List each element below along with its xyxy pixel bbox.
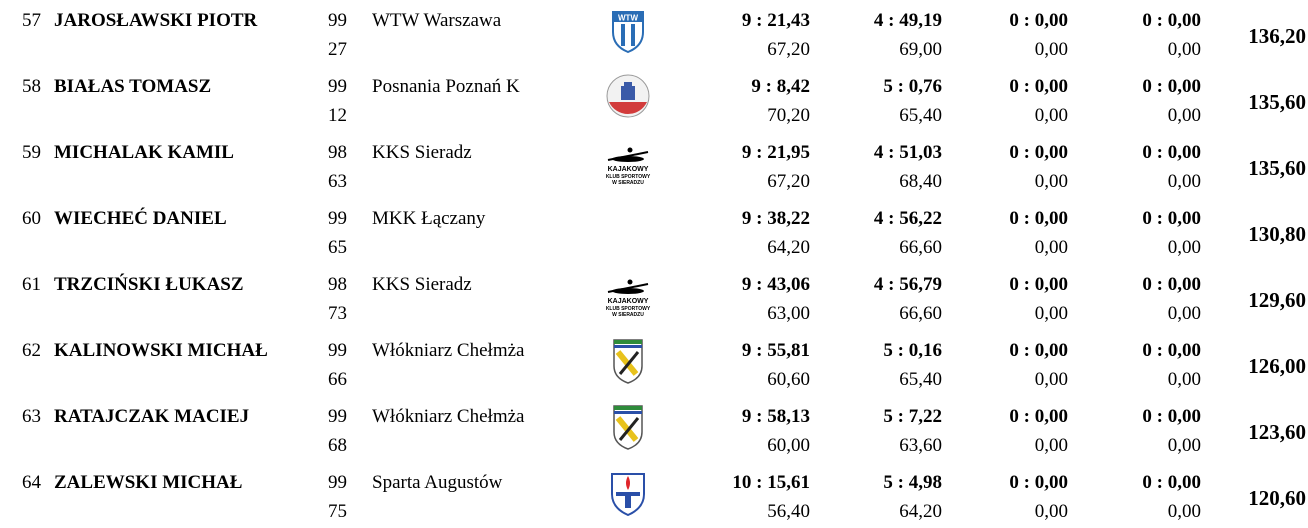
points-1: 70,20 [767,105,810,126]
club-name: Sparta Augustów [372,472,503,493]
time-4: 0 : 0,00 [1142,76,1201,97]
time-3: 0 : 0,00 [1009,472,1068,493]
club-name: WTW Warszawa [372,10,502,31]
time-3: 0 : 0,00 [1009,406,1068,427]
posnania-logo [604,72,652,120]
points-4: 0,00 [1167,105,1201,126]
birth-year-part1: 99 [328,406,347,427]
time-2: 4 : 56,79 [873,274,942,295]
total-points: 123,60 [1248,420,1306,444]
total-points: 129,60 [1248,288,1306,312]
points-3: 0,00 [1034,105,1068,126]
time-1: 10 : 15,61 [732,472,810,493]
table-row [0,198,1308,264]
rank-cell: 57 [22,10,41,31]
table-row [0,132,1308,198]
table-row [0,462,1308,528]
points-1: 60,60 [767,369,810,390]
points-1: 67,20 [767,171,810,192]
total-points: 120,60 [1248,486,1306,510]
svg-text:WTW: WTW [618,13,638,23]
table-row [0,396,1308,462]
athlete-name: JAROSŁAWSKI PIOTR [54,10,258,31]
points-3: 0,00 [1034,369,1068,390]
birth-year-part1: 99 [328,208,347,229]
kks-sieradz-logo [604,138,652,186]
svg-text:KLUB SPORTOWY: KLUB SPORTOWY [605,306,651,312]
athlete-name: TRZCIŃSKI ŁUKASZ [54,274,244,295]
wlokniarz-logo [604,402,652,450]
points-2: 66,60 [899,303,942,324]
points-2: 68,40 [899,171,942,192]
rank-cell: 63 [22,406,41,427]
time-1: 9 : 21,43 [741,10,810,31]
time-1: 9 : 58,13 [741,406,810,427]
svg-text:W SIERADZU: W SIERADZU [612,180,644,186]
time-2: 5 : 7,22 [883,406,942,427]
time-1: 9 : 55,81 [741,340,810,361]
time-1: 9 : 8,42 [751,76,810,97]
sparta-logo [604,468,652,516]
club-name: Włókniarz Chełmża [372,406,525,427]
time-4: 0 : 0,00 [1142,274,1201,295]
total-points: 126,00 [1248,354,1306,378]
time-3: 0 : 0,00 [1009,340,1068,361]
points-2: 63,60 [899,435,942,456]
table-row [0,0,1308,66]
time-1: 9 : 43,06 [741,274,810,295]
wlokniarz-logo [604,336,652,384]
points-4: 0,00 [1167,303,1201,324]
time-2: 4 : 49,19 [873,10,942,31]
points-2: 65,40 [899,105,942,126]
points-4: 0,00 [1167,369,1201,390]
points-1: 60,00 [767,435,810,456]
athlete-name: BIAŁAS TOMASZ [54,76,212,97]
time-1: 9 : 21,95 [741,142,810,163]
athlete-name: MICHALAK KAMIL [54,142,234,163]
time-4: 0 : 0,00 [1142,142,1201,163]
table-row [0,330,1308,396]
total-points: 136,20 [1248,24,1306,48]
points-4: 0,00 [1167,237,1201,258]
total-points: 135,60 [1248,156,1306,180]
club-name: Posnania Poznań K [372,76,520,97]
points-3: 0,00 [1034,435,1068,456]
points-2: 66,60 [899,237,942,258]
time-3: 0 : 0,00 [1009,142,1068,163]
birth-year-part2: 65 [328,237,347,258]
birth-year-part2: 73 [328,303,347,324]
time-2: 5 : 0,16 [883,340,942,361]
points-2: 64,20 [899,501,942,522]
total-points: 130,80 [1248,222,1306,246]
birth-year-part2: 66 [328,369,347,390]
time-3: 0 : 0,00 [1009,76,1068,97]
rank-cell: 64 [22,472,41,493]
birth-year-part2: 63 [328,171,347,192]
time-3: 0 : 0,00 [1009,208,1068,229]
birth-year-part1: 99 [328,340,347,361]
athlete-name: WIECHEĆ DANIEL [54,208,227,229]
points-4: 0,00 [1167,501,1201,522]
time-3: 0 : 0,00 [1009,274,1068,295]
rank-cell: 60 [22,208,41,229]
points-3: 0,00 [1034,39,1068,60]
club-name: MKK Łączany [372,208,486,229]
wtw-logo [604,6,652,54]
club-name: KKS Sieradz [372,274,472,295]
time-4: 0 : 0,00 [1142,340,1201,361]
rank-cell: 59 [22,142,41,163]
rank-cell: 61 [22,274,41,295]
time-2: 5 : 4,98 [883,472,942,493]
birth-year-part2: 27 [328,39,347,60]
points-3: 0,00 [1034,501,1068,522]
points-4: 0,00 [1167,435,1201,456]
points-2: 65,40 [899,369,942,390]
points-2: 69,00 [899,39,942,60]
rank-cell: 58 [22,76,41,97]
points-3: 0,00 [1034,303,1068,324]
points-4: 0,00 [1167,171,1201,192]
birth-year-part2: 68 [328,435,347,456]
time-3: 0 : 0,00 [1009,10,1068,31]
svg-text:KAJAKOWY: KAJAKOWY [607,166,649,173]
club-name: KKS Sieradz [372,142,472,163]
birth-year-part1: 99 [328,76,347,97]
points-4: 0,00 [1167,39,1201,60]
rank-cell: 62 [22,340,41,361]
points-1: 63,00 [767,303,810,324]
total-points: 135,60 [1248,90,1306,114]
club-logo [604,204,652,252]
time-4: 0 : 0,00 [1142,406,1201,427]
svg-text:KAJAKOWY: KAJAKOWY [607,298,649,305]
points-1: 67,20 [767,39,810,60]
time-4: 0 : 0,00 [1142,208,1201,229]
birth-year-part1: 99 [328,472,347,493]
time-4: 0 : 0,00 [1142,10,1201,31]
time-4: 0 : 0,00 [1142,472,1201,493]
kks-sieradz-logo [604,270,652,318]
birth-year-part2: 12 [328,105,347,126]
birth-year-part1: 99 [328,10,347,31]
points-3: 0,00 [1034,171,1068,192]
birth-year-part2: 75 [328,501,347,522]
time-2: 4 : 51,03 [873,142,942,163]
birth-year-part1: 98 [328,274,347,295]
points-3: 0,00 [1034,237,1068,258]
points-1: 64,20 [767,237,810,258]
svg-text:W SIERADZU: W SIERADZU [612,312,644,318]
time-1: 9 : 38,22 [741,208,810,229]
club-name: Włókniarz Chełmża [372,340,525,361]
athlete-name: ZALEWSKI MICHAŁ [54,472,243,493]
points-1: 56,40 [767,501,810,522]
athlete-name: KALINOWSKI MICHAŁ [54,340,268,361]
table-row [0,264,1308,330]
birth-year-part1: 98 [328,142,347,163]
table-row [0,66,1308,132]
svg-text:KLUB SPORTOWY: KLUB SPORTOWY [605,174,651,180]
athlete-name: RATAJCZAK MACIEJ [54,406,250,427]
time-2: 4 : 56,22 [873,208,942,229]
time-2: 5 : 0,76 [883,76,942,97]
